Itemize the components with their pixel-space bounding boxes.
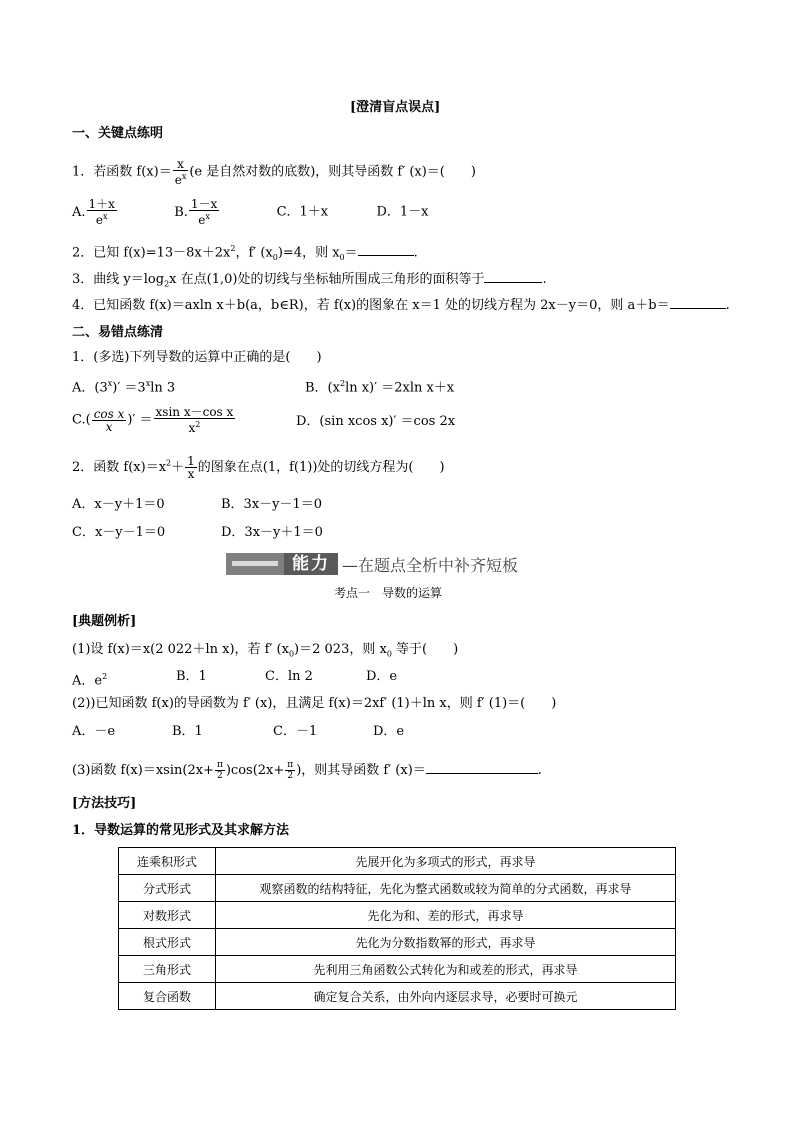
- s2-question-2: 2．函数 $f(x)=x^2+$ $\frac{1}{x}$ 的图象在点(1，f(1))处的切线方程为( ): [72, 454, 445, 481]
- p1-option-c: C．ln 2: [265, 669, 313, 684]
- dianti-problem-3: (3)函数 f(x)＝xsin(2x+ $\frac{\pi}{2}$ )cos(2x+ $\frac{\pi}{2}$ )，则其导函数 f′ (x)＝ .: [72, 760, 542, 781]
- s2-q2-option-c: C．x－y－1＝0: [72, 525, 166, 540]
- s1-q1-options: [72, 198, 428, 226]
- p1-option-d: D．e: [366, 669, 398, 684]
- s1-question-2: 2．已知 $f(x)=13-8x+2x^2$，f′ $(x_0)=4$，则 $x_0=$ .: [72, 244, 418, 262]
- p1-option-a: A．$e^2$: [72, 672, 108, 689]
- option-a: A. $\frac{1+x}{e^x}$: [72, 197, 115, 227]
- answer-blank: [484, 270, 542, 283]
- answer-blank: [670, 296, 726, 309]
- p2-option-d: D．e: [373, 724, 405, 739]
- form-cell: 复合函数: [119, 983, 216, 1010]
- s2-question-1: 1．(多选)下列导数的运算中正确的是( ): [72, 350, 322, 365]
- form-cell: 根式形式: [119, 929, 216, 956]
- fraction: $\frac{x}{e^x}$: [174, 157, 187, 187]
- method-cell: 先化为和、差的形式，再求导: [216, 902, 676, 929]
- s2-q2-option-d: D．3x－y＋1＝0: [221, 525, 323, 540]
- banner-decoration: [226, 553, 284, 575]
- ability-banner: [226, 551, 518, 577]
- s1-question-1: 1．若函数 f(x)＝ $\frac{x}{e^x}$ (e 是自然对数的底数)，则其导函数 f′ (x)＝( ): [72, 157, 476, 187]
- table-row: [119, 929, 676, 956]
- s2-q2-option-b: B．3x－y－1＝0: [221, 497, 323, 512]
- fangfa-subheading: 1．导数运算的常见形式及其求解方法: [72, 823, 290, 838]
- form-cell: 连乘积形式: [119, 848, 216, 875]
- form-cell: 分式形式: [119, 875, 216, 902]
- method-cell: 先展开化为多项式的形式，再求导: [216, 848, 676, 875]
- option-c: C．1＋x: [276, 204, 329, 220]
- kaodian-title: 考点一 导数的运算: [334, 586, 443, 600]
- form-cell: 对数形式: [119, 902, 216, 929]
- table-row: [119, 848, 676, 875]
- option-b: B. $\frac{1-x}{e^x}$: [174, 197, 218, 227]
- table-row: [119, 956, 676, 983]
- s2-q1-option-b: B．($x^2\ln$ x)′ ＝2xln x＋x: [305, 379, 455, 396]
- method-cell: 先利用三角函数公式转化为和或差的形式，再求导: [216, 956, 676, 983]
- s2-q1-option-c: C.( $\frac{\text{cos x}}{x}$ )′ ＝ $\frac{\text{xsin x－cos x}}{x^2}$: [72, 405, 234, 435]
- p1-option-b: B．1: [176, 669, 207, 684]
- fangfa-heading: [方法技巧]: [72, 796, 137, 811]
- table-row: [119, 983, 676, 1010]
- table-row: [119, 902, 676, 929]
- option-d: D．1－x: [376, 204, 429, 220]
- p2-option-b: B．1: [172, 724, 203, 739]
- dianti-problem-1: (1)设 f(x)＝x(2 022＋ln x)，若 f′ $(x_0)=2$ 023，则 $x_0$ 等于( ): [72, 642, 459, 659]
- method-cell: 确定复合关系，由外向内逐层求导，必要时可换元: [216, 983, 676, 1010]
- banner-subtitle: —在题点全析中补齐短板: [342, 555, 519, 575]
- answer-blank: [426, 761, 538, 774]
- page-title: [澄清盲点误点]: [350, 100, 441, 115]
- banner-tag: 能力: [284, 553, 338, 575]
- table-row: [119, 875, 676, 902]
- section2-heading: 二、易错点练清: [72, 325, 164, 340]
- s2-q2-option-a: A．x－y＋1＝0: [72, 497, 165, 512]
- dianti-heading: [典题例析]: [72, 614, 137, 629]
- method-cell: 观察函数的结构特征，先化为整式函数或较为简单的分式函数，再求导: [216, 875, 676, 902]
- answer-blank: [358, 243, 414, 256]
- p2-option-c: C．－1: [273, 724, 318, 739]
- s2-q1-option-d: D．(sin xcos x)′ ＝cos 2x: [296, 414, 456, 429]
- s2-q1-option-a: A．$(3^x)' =3^x\ln$ 3: [72, 379, 176, 396]
- dianti-problem-2: (2))已知函数 f(x)的导函数为 f′ (x)，且满足 f(x)＝2xf′ (1)＋ln x，则 f′ (1)＝( ): [72, 696, 557, 711]
- section1-heading: 一、关键点练明: [72, 126, 164, 141]
- method-cell: 先化为分数指数幂的形式，再求导: [216, 929, 676, 956]
- s1-question-3: 3．曲线 $y=\log_2x$ 在点(1,0)处的切线与坐标轴所围成三角形的面积等于 .: [72, 272, 547, 289]
- p2-option-a: A．－e: [72, 724, 116, 739]
- s1-question-4: 4．已知函数 f(x)＝axln x＋b(a，b∈R)，若 f(x)的图象在 x＝1 处的切线方程为 2x－y＝0，则 a＋b＝ .: [72, 298, 730, 313]
- methods-table: [118, 847, 676, 1010]
- form-cell: 三角形式: [119, 956, 216, 983]
